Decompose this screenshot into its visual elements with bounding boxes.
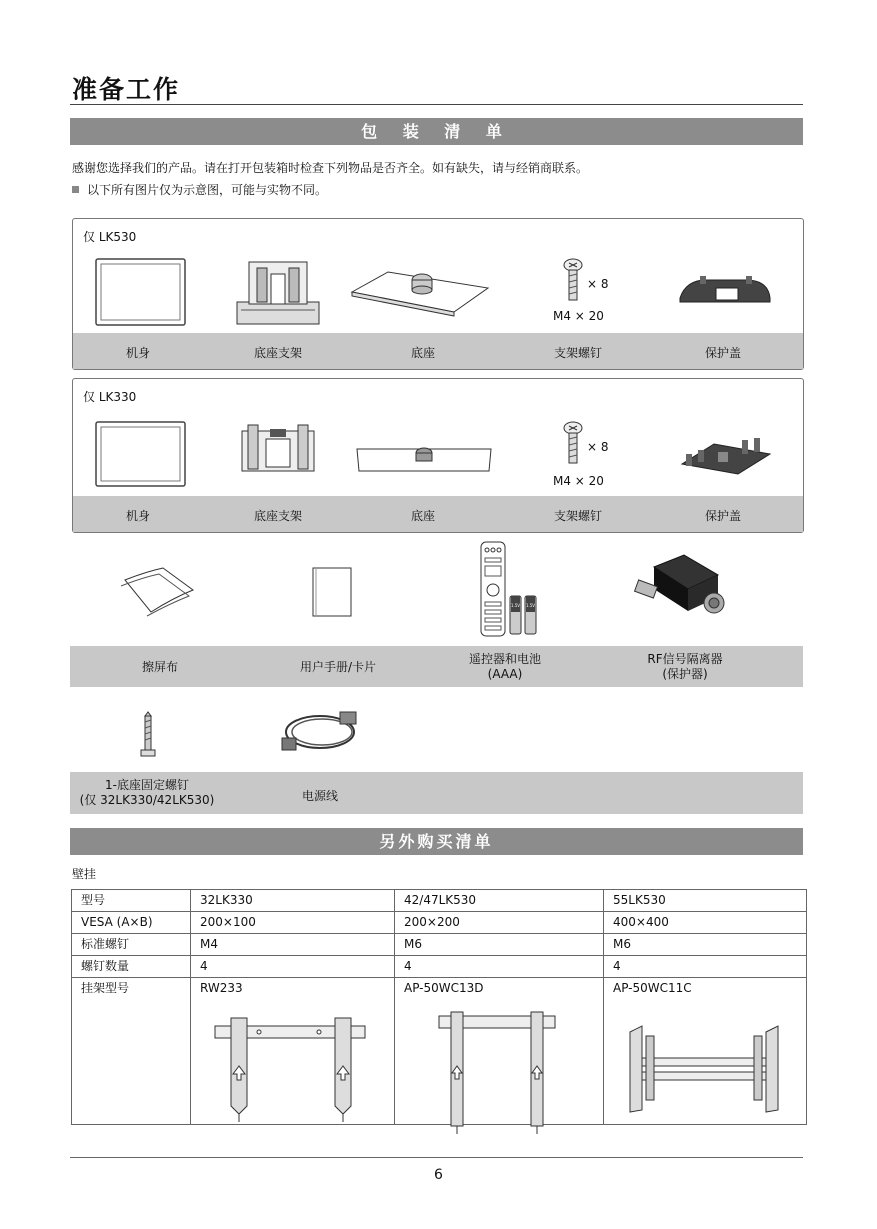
wall-bracket-ap50wc13d-icon	[437, 1010, 557, 1136]
table-cell: 4	[604, 956, 807, 978]
note-line	[72, 181, 327, 198]
table-cell: M6	[604, 934, 807, 956]
item-label: 底座	[410, 509, 435, 523]
stand-bracket-icon	[233, 258, 323, 330]
table-cell: 200×100	[191, 912, 395, 934]
rf-isolator-icon	[632, 553, 732, 623]
table-cell: 4	[395, 956, 604, 978]
note-text: 以下所有图片仅为示意图，可能与实物不同。	[87, 183, 328, 197]
screw-size: M4 × 20	[553, 474, 604, 488]
item-label: 保护盖	[704, 346, 741, 360]
battery-label: 1.5V	[525, 603, 536, 608]
item-label: 1-底座固定螺钉 (仅 32LK330/42LK530)	[79, 778, 215, 807]
item-label: 底座	[410, 346, 435, 360]
page-number: 6	[434, 1167, 443, 1183]
table-cell: M4	[191, 934, 395, 956]
section-header-packing-list: 包 装 清 单	[70, 118, 803, 145]
item-label: 擦屏布	[141, 660, 178, 674]
item-label: 底座支架	[253, 509, 302, 523]
user-manual-icon	[311, 566, 353, 618]
stand-base-icon	[348, 266, 496, 318]
remote-control-icon	[478, 540, 542, 638]
battery-label: 1.5V	[510, 603, 521, 608]
table-cell: 标准螺钉	[72, 934, 191, 956]
table-cell: 42/47LK530	[395, 890, 604, 912]
wall-bracket-ap50wc11c-icon	[626, 1022, 782, 1116]
item-label: 支架螺钉	[553, 509, 602, 523]
title-rule	[70, 104, 803, 105]
cleaning-cloth-icon	[115, 566, 197, 616]
item-label: 电源线	[301, 789, 338, 803]
footer-rule	[70, 1157, 803, 1158]
stand-base-icon	[353, 443, 495, 475]
bracket-model: RW233	[200, 981, 243, 995]
table-row	[72, 890, 807, 912]
item-label: 机身	[125, 509, 150, 523]
screw-icon	[562, 421, 584, 467]
table-cell: 型号	[72, 890, 191, 912]
lk530-heading: 仅 LK530	[83, 230, 137, 244]
lk330-heading: 仅 LK330	[83, 390, 137, 404]
stand-bracket-icon	[238, 423, 318, 475]
item-label: 支架螺钉	[553, 346, 602, 360]
protection-cover-icon	[676, 274, 774, 310]
protection-cover-icon	[678, 434, 774, 480]
table-row	[72, 934, 807, 956]
wall-bracket-rw233-icon	[213, 1016, 369, 1124]
tv-body-icon	[95, 258, 187, 328]
screw-quantity: × 8	[587, 440, 609, 454]
section-header-optional: 另外购买清单	[70, 828, 803, 855]
item-label: 底座支架	[253, 346, 302, 360]
stand-fixing-screw-icon	[140, 712, 156, 760]
item-label: RF信号隔离器 (保护器)	[647, 652, 723, 681]
bracket-model: AP-50WC11C	[613, 981, 692, 995]
table-cell: M6	[395, 934, 604, 956]
intro-text: 感谢您选择我们的产品。请在打开包装箱时检查下列物品是否齐全。如有缺失，请与经销商联系。	[72, 161, 589, 175]
bullet-square-icon	[72, 186, 79, 193]
table-cell: 55LK530	[604, 890, 807, 912]
item-label: 保护盖	[704, 509, 741, 523]
table-cell: 32LK330	[191, 890, 395, 912]
item-label: 用户手册/卡片	[299, 660, 377, 674]
table-cell: 200×200	[395, 912, 604, 934]
table-row	[72, 956, 807, 978]
table-cell: 挂架型号	[72, 978, 191, 1125]
table-cell: 400×400	[604, 912, 807, 934]
screw-size: M4 × 20	[553, 309, 604, 323]
page-title: 准备工作	[72, 75, 181, 104]
wall-mount-heading: 壁挂	[72, 867, 97, 881]
power-cord-icon	[278, 706, 366, 760]
tv-body-icon	[95, 421, 187, 489]
item-label: 机身	[125, 346, 150, 360]
table-cell: 4	[191, 956, 395, 978]
screw-icon	[562, 258, 584, 304]
screw-quantity: × 8	[587, 277, 609, 291]
table-cell: VESA (A×B)	[72, 912, 191, 934]
item-label: 遥控器和电池 (AAA)	[468, 652, 541, 681]
bracket-model: AP-50WC13D	[404, 981, 484, 995]
table-row	[72, 912, 807, 934]
table-cell: 螺钉数量	[72, 956, 191, 978]
